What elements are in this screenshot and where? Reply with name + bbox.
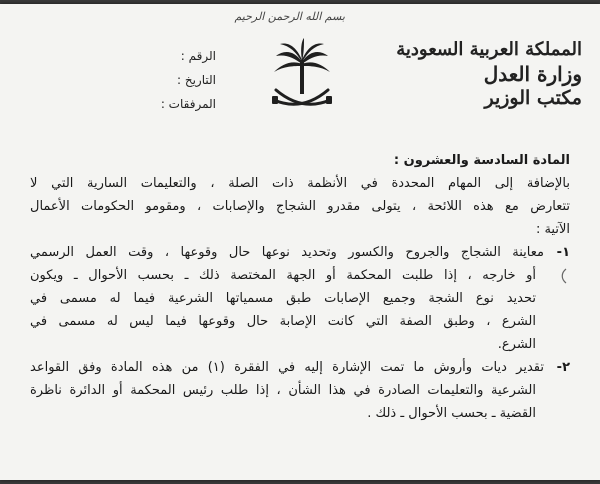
item-line: تقدير ديات وأروش ما تمت الإشارة إليه في الفقرة (١) من هذه المادة وفق القواعد bbox=[30, 360, 544, 375]
item-line: أو خارجه ، إذا طلبت المحكمة أو الجهة المختصة ذلك ـ بحسب الأحوال ـ ويكون bbox=[30, 268, 536, 283]
meta-number-label: الرقم : bbox=[180, 49, 216, 63]
letterhead bbox=[0, 4, 600, 124]
item-line: القضية ـ بحسب الأحوال ـ ذلك . bbox=[367, 406, 536, 421]
ministry-line-office: مكتب الوزير bbox=[484, 87, 582, 109]
document-page bbox=[0, 4, 600, 480]
intro-line: تتعارض مع هذه اللائحة ، يتولى مقدرو الشجاج والإصابات ، ومقومو الحكومات الأعمال bbox=[30, 199, 570, 214]
basmala: بسم الله الرحمن الرحيم bbox=[234, 10, 345, 23]
item-line: تحديد نوع الشجة وجميع الإصابات طبق مسمياتها الشرعية فيما له مسمى في bbox=[30, 291, 536, 306]
palm-swords-emblem-icon bbox=[266, 38, 338, 114]
item-line: الشرع. bbox=[497, 337, 536, 352]
item-line: الشرع ، وطبق الصفة التي كانت الإصابة حال وقوعها فيما ليس له مسمى في bbox=[30, 314, 536, 329]
ministry-line-ministry: وزارة العدل bbox=[483, 62, 582, 86]
ministry-name bbox=[392, 38, 582, 110]
intro-line: الآتية : bbox=[535, 222, 570, 237]
meta-date-label: التاريخ : bbox=[176, 73, 216, 87]
intro-line: بالإضافة إلى المهام المحددة في الأنظمة ذات الصلة ، والتعليمات السارية التي لا bbox=[30, 176, 570, 191]
document-body bbox=[30, 149, 570, 425]
meta-attachments-label: المرفقات : bbox=[160, 97, 216, 111]
letter-meta bbox=[146, 44, 216, 116]
list-item bbox=[30, 356, 570, 425]
item-number: ٢- bbox=[556, 360, 570, 375]
margin-mark-icon bbox=[560, 268, 568, 284]
list-item bbox=[30, 241, 570, 356]
item-line: الشرعية والتعليمات الصادرة في هذا الشأن ، إذا طلب رئيس المحكمة أو الدائرة ناظرة bbox=[30, 383, 536, 398]
article-title: المادة السادسة والعشرون : bbox=[393, 153, 570, 168]
item-line: معاينة الشجاج والجروح والكسور وتحديد نوعها حال وقوعها ، وقت العمل الرسمي bbox=[30, 245, 544, 260]
item-number: ١- bbox=[556, 245, 570, 260]
ministry-line-country: المملكة العربية السعودية bbox=[396, 39, 582, 60]
